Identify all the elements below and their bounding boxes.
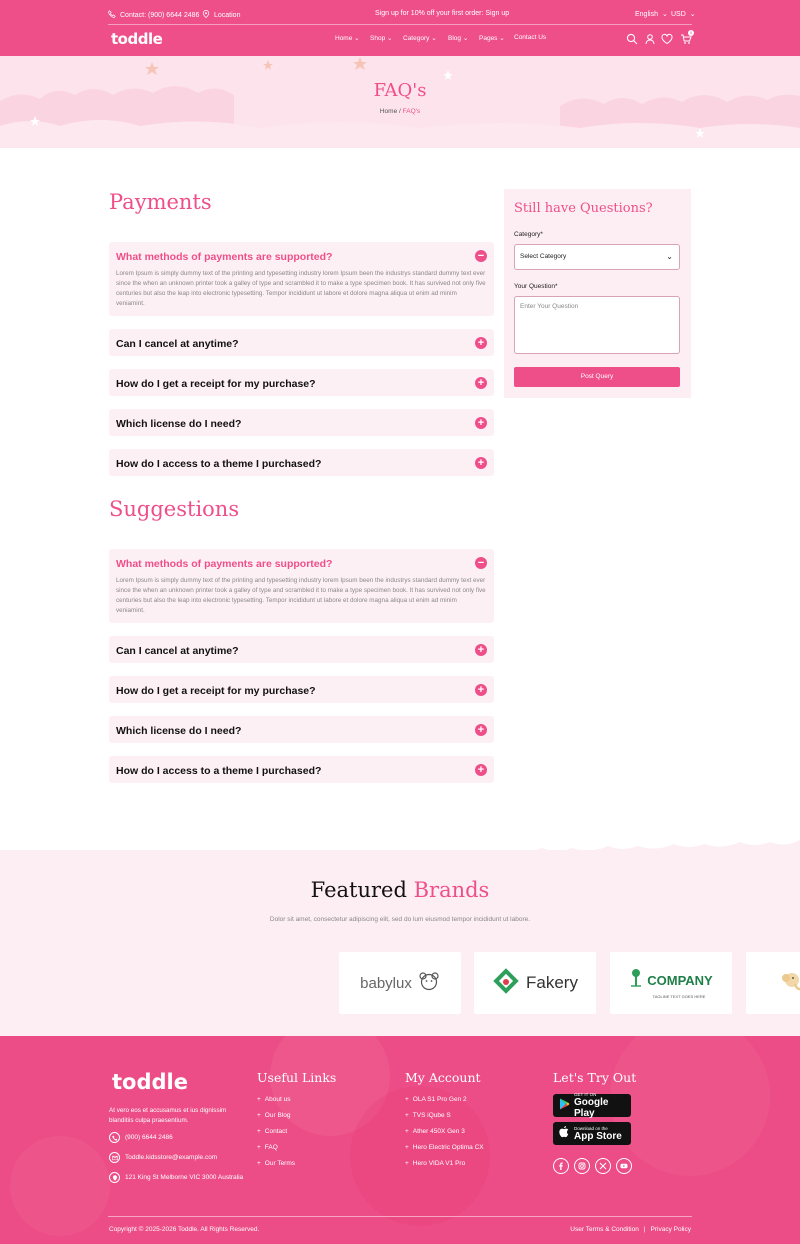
google-play-button[interactable] [553,1094,631,1117]
brand-card[interactable] [339,952,461,1014]
section-title [0,878,800,902]
post-query-button[interactable]: Post Query [514,367,680,387]
site-footer [0,1036,800,1244]
cart-icon[interactable] [680,32,692,44]
clouds-decoration [0,56,800,148]
faq-question: How do I get a receipt for my purchase? [116,378,316,390]
phone-icon [109,1132,120,1143]
phone-text: (900) 6644 2486 [125,1134,173,1141]
footer-phone[interactable] [109,1132,173,1143]
location-text: Location [214,11,241,19]
faq-question: What methods of payments are supported? [116,251,333,263]
nav-pages[interactable] [479,34,505,42]
title-accent: Brands [413,878,490,902]
form-title: Still have Questions? [514,201,653,216]
expand-icon[interactable]: + [475,377,487,389]
terms-link[interactable]: User Terms & Condition [570,1226,639,1233]
privacy-link[interactable]: Privacy Policy [650,1226,691,1233]
google-play-icon [559,1097,570,1115]
footer-about: At vero eos et accusamus et ius dignissim blanditiis culpa praesentium. [109,1107,227,1124]
brand-card[interactable] [474,952,596,1014]
cart-count-badge: 0 [689,30,693,35]
collapse-icon[interactable]: − [475,557,487,569]
language-value: English [635,10,658,18]
youtube-icon[interactable] [616,1158,632,1174]
facebook-icon[interactable] [553,1158,569,1174]
nav-contact[interactable]: Contact Us [514,34,547,41]
faq-item[interactable] [109,716,494,743]
cloud-edge-decoration [0,836,800,850]
currency-value: USD [671,10,686,18]
heart-icon[interactable] [661,32,673,44]
expand-icon[interactable]: + [475,684,487,696]
app-store-big: App Store [574,1130,622,1142]
breadcrumb-home[interactable]: Home [379,108,398,115]
copyright-text: Copyright © 2025-2026 Toddle. All Rights Reserved. [109,1226,260,1233]
language-select[interactable] [635,10,668,18]
faq-item[interactable] [109,676,494,703]
footer-account-link[interactable]: + TVS iQube S [405,1112,451,1119]
google-play-small: GET IT ON [574,1092,597,1097]
category-value: Select Category [520,253,567,260]
chevron-down-icon: ⌄ [354,35,360,42]
page-title: FAQ's [373,80,427,101]
expand-icon[interactable]: + [475,724,487,736]
chevron-down-icon: ⌄ [661,11,668,18]
nav-label: Home [335,35,353,42]
user-icon[interactable] [644,32,656,44]
expand-icon[interactable]: + [475,457,487,469]
page-hero [0,56,800,148]
nav-category[interactable] [403,34,437,42]
nav-label: Blog [448,35,462,42]
elephant-logo-icon [781,970,800,997]
faq-question: Can I cancel at anytime? [116,338,239,350]
category-label: Category* [514,231,543,238]
location-link[interactable] [202,10,240,20]
address-text: 121 King St Melborne VIC 3000 Australia [125,1174,244,1181]
faq-item[interactable] [109,449,494,476]
divider [108,24,692,25]
top-info-bar [0,0,800,26]
mail-icon [109,1152,120,1163]
chevron-down-icon: ⌄ [666,252,673,261]
currency-select[interactable] [671,10,696,18]
tree-logo-icon [629,968,643,993]
expand-icon[interactable]: + [475,644,487,656]
contact-info[interactable] [108,10,199,20]
brand-name: babylux [360,974,412,992]
expand-icon[interactable]: + [475,337,487,349]
faq-item[interactable] [109,329,494,356]
brand-card[interactable] [746,952,800,1014]
title-dark: Featured [310,878,407,902]
chevron-down-icon: ⌄ [689,11,696,18]
my-account-title: My Account [405,1070,481,1085]
featured-brands-section [0,836,800,1036]
instagram-icon[interactable] [574,1158,590,1174]
apple-icon [559,1125,570,1143]
footer-account-link[interactable]: + Ather 450X Gen 3 [405,1128,465,1135]
site-header [0,0,800,56]
nav-home[interactable] [335,34,360,42]
useful-links-title: Useful Links [257,1070,337,1085]
diamond-logo-icon [492,967,520,1000]
footer-link-faq[interactable]: + FAQ [257,1144,278,1151]
footer-address [109,1172,243,1183]
faq-question: How do I access to a theme I purchased? [116,765,322,777]
email-text: Toddle.kidsstore@example.com [125,1154,218,1161]
question-label: Your Question* [514,283,558,290]
nav-label: Pages [479,35,498,42]
faq-item[interactable] [109,636,494,663]
question-textarea[interactable]: Enter Your Question [514,296,680,354]
search-icon[interactable] [626,32,638,44]
brand-card[interactable] [610,952,732,1014]
footer-email[interactable] [109,1152,217,1163]
phone-icon [108,10,116,20]
breadcrumb-separator: / [399,108,401,115]
nav-label: Shop [370,35,386,42]
expand-icon[interactable]: + [475,764,487,776]
chevron-down-icon: ⌄ [462,35,469,42]
footer-link-contact[interactable]: + Contact [257,1128,287,1135]
faq-answer: Lorem Ipsum is simply dummy text of the printing and typesetting industry lorem Ipsum been the industrys standard dummy text ever since the when an unknown printer took a galley of type and scrambled it to make a type specimen book. It has survived not only five centuries but also the leap into electronic typesetting. Tempor incididunt ut labore et dolore magna aliqua ut enim ad minim veniamint. [116,577,486,614]
nav-shop[interactable] [370,34,392,42]
footer-link-blog[interactable]: + Our Blog [257,1112,290,1119]
breadcrumb [0,108,800,115]
footer-divider [108,1216,692,1217]
nav-label: Category [403,35,430,42]
faq-item[interactable] [109,242,494,316]
faq-answer: Lorem Ipsum is simply dummy text of the printing and typesetting industry lorem Ipsum been the industrys standard dummy text ever since the when an unknown printer took a galley of type and scrambled it to make a type specimen book. It has survived not only five centuries but also the leap into electronic typesetting. Tempor incididunt ut labore et dolore magna aliqua ut enim ad minim veniamint. [116,270,486,307]
legal-separator: | [643,1226,646,1233]
faq-question: How do I access to a theme I purchased? [116,458,322,470]
brand-tagline: TAGLINE TEXT GOES HERE [652,993,706,999]
category-select[interactable] [514,244,680,270]
map-pin-icon [109,1172,120,1183]
legal-links [570,1226,691,1233]
brand-name: Fakery [526,973,578,992]
footer-logo[interactable]: toddle [112,1070,188,1094]
map-pin-icon [202,10,210,20]
faq-section-title: Payments [109,190,212,214]
footer-link-terms[interactable]: + Our Terms [257,1160,295,1167]
faq-item[interactable] [109,409,494,436]
faq-question: Which license do I need? [116,725,242,737]
footer-account-link[interactable]: + Hero VIDA V1 Pro [405,1160,465,1167]
question-form [504,189,691,398]
faq-item[interactable] [109,369,494,396]
footer-link-about[interactable]: + About us [257,1096,290,1103]
contact-text: Contact: (900) 6644 2486 [120,11,200,19]
collapse-icon[interactable]: − [475,250,487,262]
brand-name: COMPANY [647,972,713,988]
site-logo[interactable]: toddle [111,30,163,48]
faq-item[interactable] [109,756,494,783]
footer-account-link[interactable]: + OLA S1 Pro Gen 2 [405,1096,467,1103]
bear-icon [418,971,440,996]
faq-question: Can I cancel at anytime? [116,645,239,657]
expand-icon[interactable]: + [475,417,487,429]
app-store-button[interactable] [553,1122,631,1145]
section-subtitle: Dolor sit amet, consectetur adipiscing elit, sed do lum eiusmod tempor incididunt ut labore. [269,916,531,923]
chevron-down-icon: ⌄ [499,35,505,42]
faq-question: Which license do I need? [116,418,242,430]
nav-blog[interactable] [448,34,468,42]
try-out-title: Let's Try Out [553,1070,637,1085]
promo-text[interactable]: Sign up for 10% off your first order: Sign up [375,10,510,17]
app-store-small: Download on the [574,1125,608,1131]
google-play-big: Google Play [574,1097,609,1119]
breadcrumb-current: FAQ's [402,108,421,115]
x-twitter-icon[interactable] [595,1158,611,1174]
faq-question: How do I get a receipt for my purchase? [116,685,316,697]
faq-section-title: Suggestions [109,497,240,521]
chevron-down-icon: ⌄ [431,35,437,42]
chevron-down-icon: ⌄ [387,35,393,42]
faq-question: What methods of payments are supported? [116,558,333,570]
footer-account-link[interactable]: + Hero Electric Optima CX [405,1144,484,1151]
faq-item[interactable] [109,549,494,623]
